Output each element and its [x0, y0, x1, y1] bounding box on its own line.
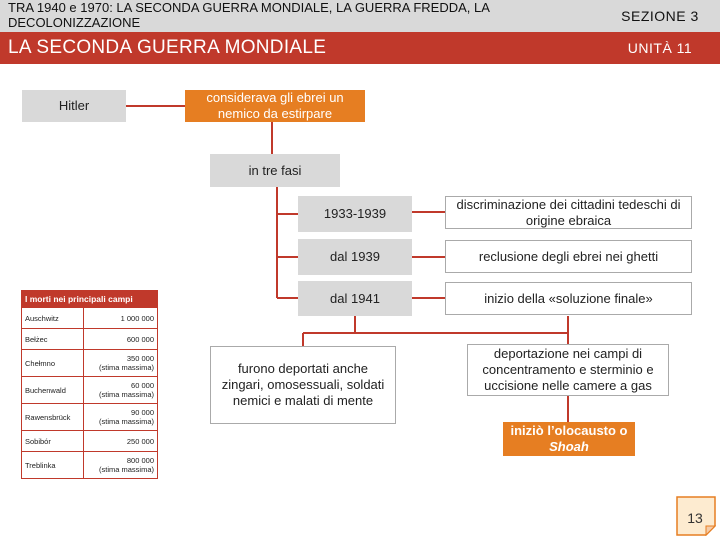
camp-deaths-note: (stima massima)	[98, 465, 154, 474]
section-label: SEZIONE 3	[621, 8, 699, 24]
table-row	[22, 452, 158, 479]
camp-deaths-cell	[84, 377, 158, 404]
node-holocaust	[503, 422, 635, 456]
camp-deaths: 800 000	[126, 456, 154, 465]
camp-deaths: 250 000	[84, 431, 158, 452]
breadcrumb: TRA 1940 e 1970: LA SECONDA GUERRA MONDIALE, LA GUERRA FREDDA, LA DECOLONIZZAZIONE	[8, 0, 490, 30]
camp-deaths: 600 000	[84, 329, 158, 350]
holocaust-term: Shoah	[549, 439, 589, 454]
node-phases-intro: in tre fasi	[210, 154, 340, 187]
camp-deaths: 1 000 000	[84, 308, 158, 329]
camp-deaths-table	[21, 290, 158, 479]
table-row	[22, 329, 158, 350]
node-deportation: deportazione nei campi di concentramento e sterminio e uccisione nelle camere a gas	[467, 344, 669, 396]
phase-2-period: dal 1939	[298, 239, 412, 275]
camp-deaths-cell	[84, 350, 158, 377]
table-title: I morti nei principali campi	[22, 291, 158, 308]
camp-deaths: 90 000	[131, 408, 154, 417]
camp-name: Treblinka	[22, 452, 84, 479]
camp-name: Bełżec	[22, 329, 84, 350]
node-others-deported: furono deportati anche zingari, omosessuali, soldati nemici e malati di mente	[210, 346, 396, 424]
page-corner-icon	[676, 496, 716, 536]
table-row	[22, 308, 158, 329]
phase-2-description: reclusione degli ebrei nei ghetti	[445, 240, 692, 273]
node-enemy: considerava gli ebrei un nemico da estirpare	[185, 90, 365, 122]
camp-name: Chełmno	[22, 350, 84, 377]
camp-name: Auschwitz	[22, 308, 84, 329]
phase-3-period: dal 1941	[298, 281, 412, 316]
table-row	[22, 377, 158, 404]
camp-name: Rawensbrück	[22, 404, 84, 431]
table-row	[22, 404, 158, 431]
camp-deaths-note: (stima massima)	[98, 363, 154, 372]
camp-deaths-note: (stima massima)	[98, 390, 154, 399]
camp-deaths: 60 000	[131, 381, 154, 390]
page-number: 13	[687, 510, 703, 526]
camp-name: Buchenwald	[22, 377, 84, 404]
phase-1-period: 1933-1939	[298, 196, 412, 232]
phase-3-description: inizio della «soluzione finale»	[445, 282, 692, 315]
page-title: LA SECONDA GUERRA MONDIALE	[8, 37, 327, 58]
camp-deaths-cell	[84, 404, 158, 431]
page-number-badge	[676, 496, 716, 536]
table-row	[22, 431, 158, 452]
table-row	[22, 350, 158, 377]
camp-name: Sobibór	[22, 431, 84, 452]
holocaust-prefix: iniziò l’olocausto o	[510, 423, 628, 438]
camp-deaths-cell	[84, 452, 158, 479]
camp-deaths-note: (stima massima)	[98, 417, 154, 426]
node-hitler: Hitler	[22, 90, 126, 122]
phase-1-description: discriminazione dei cittadini tedeschi di origine ebraica	[445, 196, 692, 229]
unit-label: UNITÀ 11	[627, 40, 693, 56]
camp-deaths: 350 000	[126, 354, 154, 363]
